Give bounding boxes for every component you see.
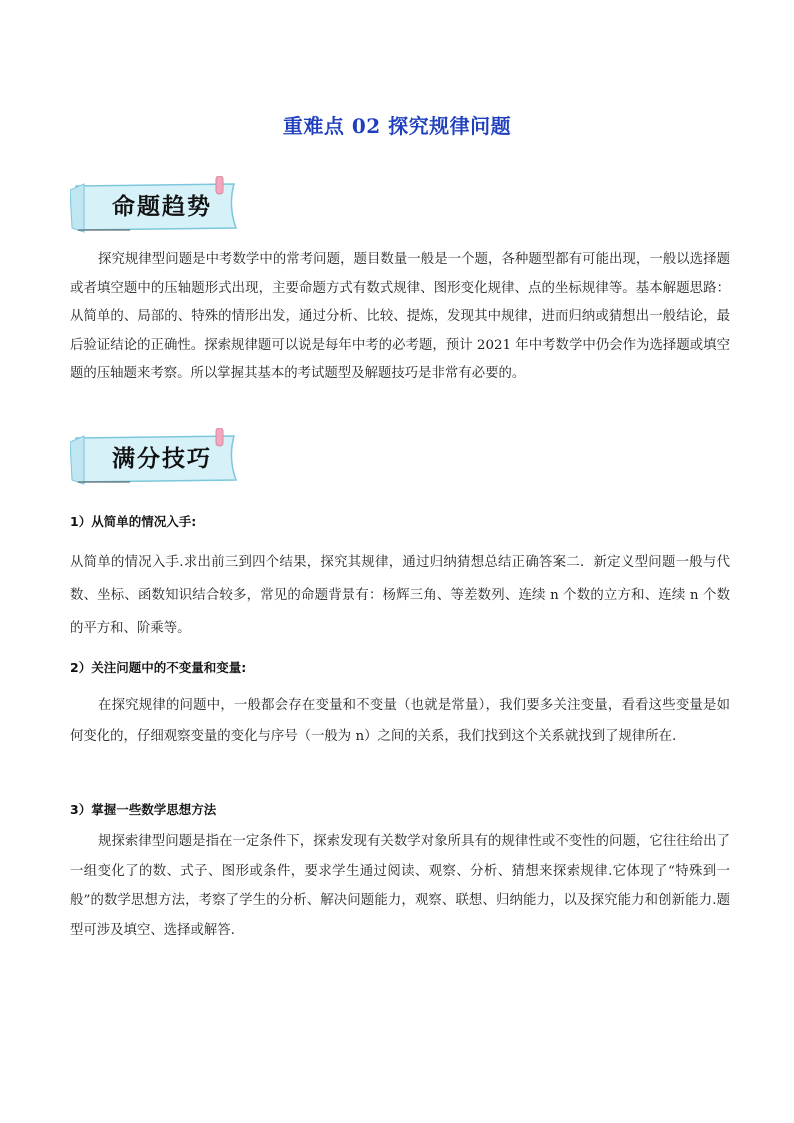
section-3-heading: 3）掌握一些数学思想方法 [70,802,217,817]
banner-trend-label: 命题趋势 [112,193,212,220]
section-2-heading: 2）关注问题中的不变量和变量: [70,660,247,675]
section-1-heading: 1）从简单的情况入手: [70,514,197,529]
banner-skills [70,428,242,488]
page-title: 重难点 02 探究规律问题 [282,114,512,138]
section-2-body: 在探究规律的问题中，一般都会存在变量和不变量（也就是常量），我们要多关注变量，看看这些变量是如何变化的，仔细观察变量的变化与序号（一般为 n）之间的关系，我们找到这个关系就找到了规律所在． [70,698,730,744]
trend-paragraph: 探究规律型问题是中考数学中的常考问题，题目数量一般是一个题，各种题型都有可能出现，一般以选择题或者填空题中的压轴题形式出现，主要命题方式有数式规律、图形变化规律、点的坐标规律等。基本解题思路：从简单的、局部的、特殊的情形出发，通过分析、比较、提炼，发现其中规律，进而归纳或猜想出一般结论，最后验证结论的正确性。探索规律题可以说是每年中考的必考题，预计 2021 年中考数学中仍会作为选择题或填空题的压轴题来考察。所以掌握其基本的考试题型及解题技巧是非常有必要的。 [70,252,730,381]
banner-trend [70,176,242,236]
section-1-body: 从简单的情况入手.求出前三到四个结果，探究其规律，通过归纳猜想总结正确答案二．新定义型问题一般与代数、坐标、函数知识结合较多，常见的命题背景有：杨辉三角、等差数列、连续 n 个数的立方和、连续 n 个数的平方和、阶乘等。 [70,555,730,636]
section-3-body: 规探索律型问题是指在一定条件下，探索发现有关数学对象所具有的规律性或不变性的问题，它往往给出了一组变化了的数、式子、图形或条件，要求学生通过阅读、观察、分析、猜想来探索规律.它体现了“特殊到一般”的数学思想方法，考察了学生的分析、解决问题能力，观察、联想、归纳能力，以及探究能力和创新能力.题型可涉及填空、选择或解答. [70,834,730,938]
banner-skills-label: 满分技巧 [112,445,212,472]
